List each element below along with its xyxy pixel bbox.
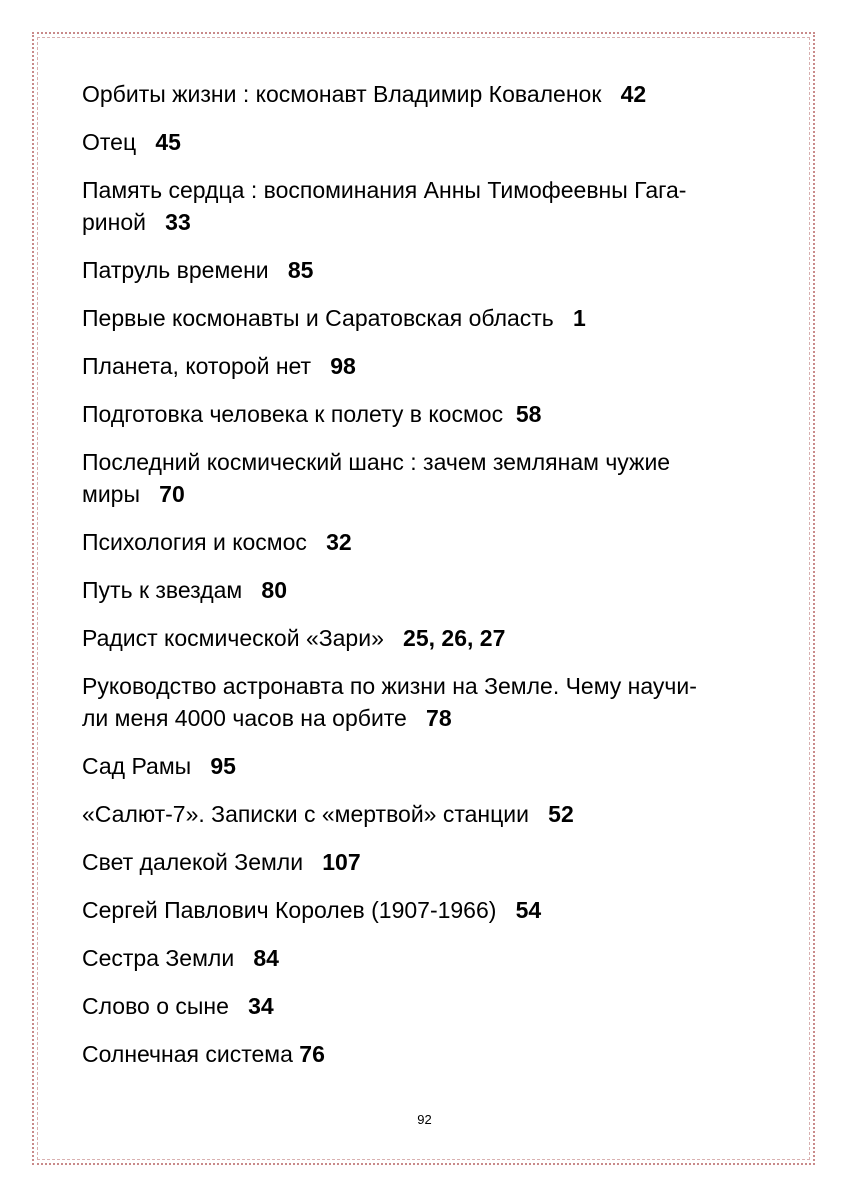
entry-title: Свет далекой Земли xyxy=(82,849,304,875)
index-entry xyxy=(82,798,772,830)
entry-title: Сергей Павлович Королев (1907-1966) xyxy=(82,897,497,923)
entry-page-numbers: 1 xyxy=(572,305,586,331)
entry-page-numbers: 54 xyxy=(515,897,542,923)
entry-page-numbers: 76 xyxy=(299,1041,325,1067)
entry-title: Последний космический шанс : зачем землянам чужие миры xyxy=(82,449,671,507)
entry-page-numbers: 78 xyxy=(426,705,452,731)
entry-title: «Салют-7». Записки с «мертвой» станции xyxy=(82,801,529,827)
index-entry xyxy=(82,574,772,606)
title-index-list xyxy=(82,78,772,1086)
entry-title: Сад Рамы xyxy=(82,753,192,779)
index-entry xyxy=(82,302,772,334)
entry-page-numbers: 80 xyxy=(261,577,288,603)
entry-title: Путь к звездам xyxy=(82,577,243,603)
index-entry xyxy=(82,126,772,158)
index-entry xyxy=(82,942,772,974)
entry-page-numbers: 52 xyxy=(548,801,574,827)
entry-page-numbers: 107 xyxy=(322,849,361,875)
entry-title: Планета, которой нет xyxy=(82,353,312,379)
entry-title: Патруль времени xyxy=(82,257,269,283)
entry-title: Первые космонавты и Саратовская область xyxy=(82,305,554,331)
index-entry xyxy=(82,622,772,654)
entry-page-numbers: 58 xyxy=(515,401,542,427)
entry-page-numbers: 32 xyxy=(326,529,352,555)
page-number: 92 xyxy=(417,1112,432,1127)
index-entry xyxy=(82,78,772,110)
entry-title: Сестра Земли xyxy=(82,945,235,971)
entry-title: Радист космической «Зари» xyxy=(82,625,384,651)
entry-title: Подготовка человека к полету в космос xyxy=(82,401,504,427)
entry-page-numbers: 33 xyxy=(165,209,191,235)
entry-page-numbers: 85 xyxy=(287,257,314,283)
index-entry xyxy=(82,446,772,510)
entry-page-numbers: 98 xyxy=(330,353,356,379)
index-entry xyxy=(82,846,772,878)
entry-page-numbers: 42 xyxy=(620,81,647,107)
entry-page-numbers: 25, 26, 27 xyxy=(403,625,506,651)
entry-page-numbers: 70 xyxy=(159,481,185,507)
entry-title: Орбиты жизни : космонавт Владимир Коваленок xyxy=(82,81,602,107)
entry-page-numbers: 95 xyxy=(210,753,236,779)
index-entry xyxy=(82,670,772,734)
index-entry xyxy=(82,398,772,430)
index-entry xyxy=(82,894,772,926)
index-entry xyxy=(82,174,772,238)
index-entry xyxy=(82,254,772,286)
index-entry xyxy=(82,1038,772,1070)
entry-title: Слово о сыне xyxy=(82,993,229,1019)
entry-page-numbers: 34 xyxy=(248,993,274,1019)
entry-page-numbers: 84 xyxy=(253,945,279,971)
index-entry xyxy=(82,526,772,558)
entry-page-numbers: 45 xyxy=(155,129,181,155)
index-entry xyxy=(82,750,772,782)
entry-title: Руководство астронавта по жизни на Земле. Чему научи- ли меня 4000 часов на орбите xyxy=(82,673,697,731)
entry-title: Память сердца : воспоминания Анны Тимофеевны Гага- риной xyxy=(82,177,687,235)
entry-title: Психология и космос xyxy=(82,529,307,555)
index-entry xyxy=(82,990,772,1022)
entry-title: Солнечная система xyxy=(82,1041,293,1067)
entry-title: Отец xyxy=(82,129,137,155)
index-entry xyxy=(82,350,772,382)
